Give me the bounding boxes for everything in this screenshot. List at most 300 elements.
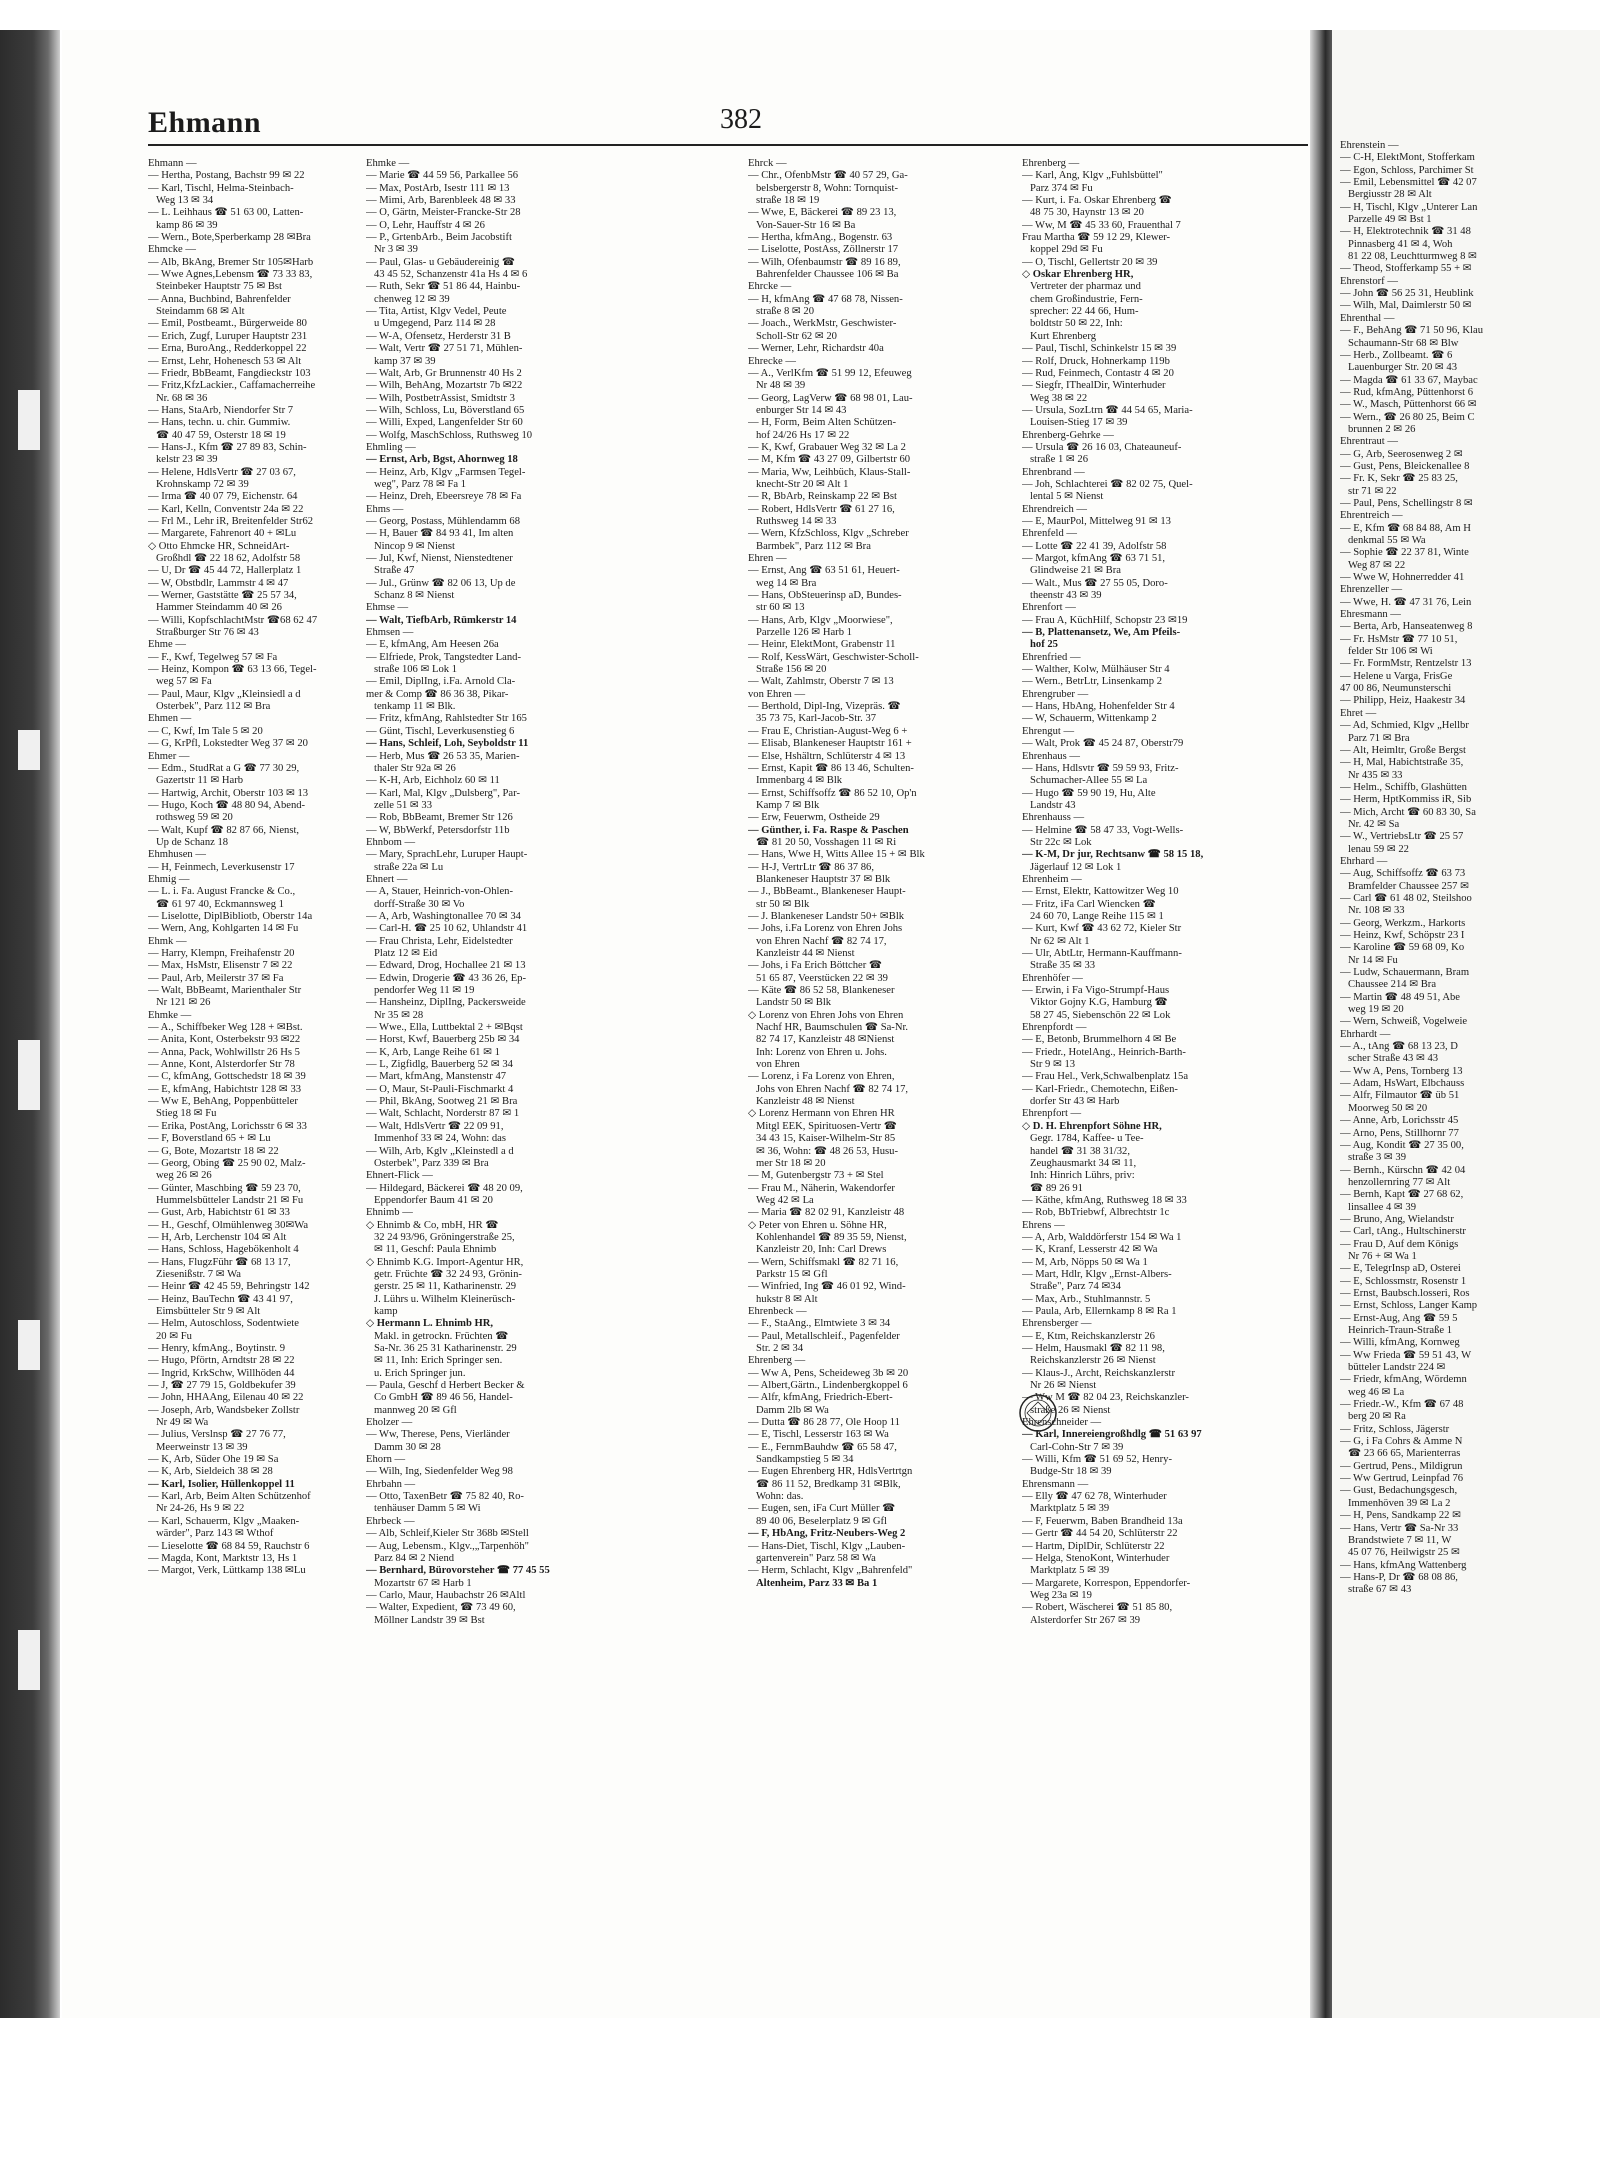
directory-entry-line: Bramfelder Chaussee 257 ✉: [1348, 880, 1469, 892]
directory-entry-line: — Ww M ☎ 82 04 23, Reichskanzler-: [1022, 1392, 1189, 1404]
directory-entry-line: Parz 374 ✉ Fu: [1030, 182, 1093, 194]
directory-entry-line: — Wilh, Arb, Kglv „Kleinstedl a d: [366, 1145, 514, 1157]
directory-entry-line: — Joh, Schlachterei ☎ 82 02 75, Quel-: [1022, 478, 1193, 490]
directory-entry-line: — Günther, i. Fa. Raspe & Paschen: [748, 824, 909, 836]
directory-entry-line: str 71 ✉ 22: [1348, 485, 1397, 497]
directory-entry-line: gerstr. 25 ✉ 11, Katharinenstr. 29: [374, 1281, 517, 1293]
directory-entry-line: — Eugen Ehrenberg HR, HdlsVertrtgn: [748, 1466, 913, 1478]
directory-entry-line: — Anne, Arb, Lorichsstr 45: [1340, 1115, 1459, 1127]
directory-entry-line: — G, Arb, Seerosenweg 2 ✉: [1340, 448, 1463, 460]
directory-entry-line: Ehnbom —: [366, 836, 416, 848]
directory-entry-line: — Philipp, Heiz, Haakestr 34: [1340, 695, 1466, 707]
directory-entry-line: — E, kfmAng, Am Heesen 26a: [366, 639, 499, 651]
directory-entry-line: — Ingrid, KrkSchw, Willhöden 44: [148, 1367, 295, 1379]
directory-entry-line: dorff-Straße 30 ✉ Vo: [374, 898, 465, 910]
directory-entry-line: — Aug, Kondit ☎ 27 35 00,: [1340, 1139, 1464, 1151]
directory-entry-line: hof 24/26 Hs 17 ✉ 22: [756, 429, 850, 441]
directory-entry-line: — Walter, Expedient, ☎ 73 49 60,: [366, 1602, 516, 1614]
directory-entry-line: dorfer Str 43 ✉ Harb: [1030, 1096, 1120, 1108]
directory-entry-line: — Alfr, Filmautor ☎ üb 51: [1340, 1090, 1460, 1102]
directory-entry-line: — Herm, HptKommiss iR, Sib: [1340, 794, 1472, 806]
directory-entry-line: — Wilh, Mal, Daimlerstr 50 ✉: [1340, 300, 1472, 312]
directory-entry-line: von Ehren Nachf ☎ 82 74 17,: [756, 935, 887, 947]
directory-entry-line: — Georg, Werkzm., Harkorts: [1340, 917, 1466, 929]
directory-column-2: [366, 158, 562, 1998]
directory-entry-line: — Walt, Arb, Gr Brunnenstr 40 Hs 2: [366, 367, 522, 379]
directory-entry-line: — Wilh, PostbetrAssist, Smidtstr 3: [366, 392, 515, 404]
directory-entry-line: — Alt, Heimltr, Große Bergst: [1340, 744, 1466, 756]
directory-entry-line: — A, Stauer, Heinrich-von-Ohlen-: [366, 886, 513, 898]
directory-entry-line: Gegr. 1784, Kaffee- u Tee-: [1030, 1133, 1144, 1145]
directory-entry-line: Ehrck —: [748, 158, 787, 169]
directory-entry-line: Weg 87 ✉ 22: [1348, 559, 1406, 571]
directory-entry-line: Steinbeker Hauptstr 75 ✉ Bst: [156, 281, 282, 293]
directory-entry-line: Kanzleistr 20, Inh: Carl Drews: [756, 1244, 887, 1256]
directory-entry-line: Ehrenfried —: [1022, 651, 1081, 663]
directory-entry-line: — Lorenz, i Fa Lorenz von Ehren,: [748, 1071, 895, 1083]
directory-entry-line: ✉ 11, Geschf: Paula Ehnimb: [374, 1244, 497, 1256]
directory-entry-line: — Ursula ☎ 26 16 03, Chateauneuf-: [1022, 441, 1182, 453]
directory-entry-line: — Werner, Gaststätte ☎ 25 57 34,: [148, 590, 297, 602]
directory-entry-line: Nr 3 ✉ 39: [374, 244, 418, 256]
directory-entry-line: — H, Tischl, Klgv „Unterer Lan: [1340, 201, 1478, 213]
directory-entry-line: — Ernst, Ang ☎ 63 51 61, Heuert-: [748, 565, 900, 577]
directory-entry-line: — Carl-H. ☎ 25 10 62, Uhlandstr 41: [366, 923, 528, 935]
directory-entry-line: Frau Martha ☎ 59 12 29, Klewer-: [1022, 232, 1171, 244]
directory-entry-line: — H, Pens, Sandkamp 22 ✉: [1340, 1510, 1461, 1522]
directory-entry-line: Inh: Hinrich Lührs, priv:: [1030, 1170, 1135, 1182]
directory-entry-line: Damm 30 ✉ 28: [374, 1441, 441, 1453]
directory-entry-line: ◇ Ehnimb & Co, mbH, HR ☎: [366, 1219, 499, 1231]
directory-entry-line: 43 45 52, Schanzenstr 41a Hs 4 ✉ 6: [374, 269, 528, 281]
directory-entry-line: — Aug, Schiffsoffz ☎ 63 73: [1340, 868, 1466, 880]
directory-entry-line: — Helmine ☎ 58 47 33, Vogt-Wells-: [1022, 824, 1184, 836]
directory-entry-line: Ehren —: [748, 553, 787, 564]
directory-entry-line: denkmal 55 ✉ Wa: [1348, 535, 1426, 546]
directory-entry-line: Ehrenhöfer —: [1022, 972, 1083, 984]
directory-entry-line: Ehrhard —: [1340, 855, 1388, 867]
scan-bottom-margin: [0, 2018, 1600, 2177]
directory-entry-line: — O, Gärtn, Meister-Francke-Str 28: [366, 207, 521, 219]
directory-entry-line: — Hildegard, Bäckerei ☎ 48 20 09,: [366, 1182, 523, 1194]
directory-entry-line: — Anne, Kont, Alsterdorfer Str 78: [148, 1059, 295, 1071]
directory-entry-line: Nr 14 ✉ Fu: [1348, 954, 1398, 966]
directory-entry-line: — Egon, Schloss, Parchimer St: [1340, 164, 1474, 176]
directory-entry-line: Barmbek", Parz 112 ✉ Bra: [756, 540, 871, 552]
directory-entry-line: Schumacher-Allee 55 ✉ La: [1030, 775, 1148, 787]
directory-entry-line: 24 60 70, Lange Reihe 115 ✉ 1: [1030, 910, 1164, 922]
directory-entry-line: kamp 37 ✉ 39: [374, 355, 436, 367]
directory-entry-line: Parzelle 49 ✉ Bst 1: [1348, 214, 1432, 226]
directory-entry-line: — W, Obstbdlr, Lammstr 4 ✉ 47: [148, 577, 289, 589]
directory-entry-line: Ehrenheim —: [1022, 873, 1082, 885]
directory-entry-line: — Ernst, Schloss, Langer Kamp: [1340, 1300, 1478, 1312]
directory-entry-line: Hummelsbütteler Landstr 21 ✉ Fu: [156, 1194, 304, 1206]
directory-entry-line: — Hans, Wwe H, Witts Allee 15 + ✉ Blk: [748, 849, 925, 861]
directory-entry-line: — Robert, Wäscherei ☎ 51 85 80,: [1022, 1602, 1173, 1614]
directory-entry-line: — Mimi, Arb, Barenbleek 48 ✉ 33: [366, 195, 516, 207]
directory-entry-line: straße 22a ✉ Lu: [374, 861, 444, 873]
directory-entry-line: Straße", Parz 74 ✉34: [1030, 1281, 1121, 1293]
directory-entry-line: — Dutta ☎ 86 28 77, Ole Hoop 11: [748, 1417, 900, 1429]
directory-entry-line: Ehrentreich —: [1340, 510, 1403, 522]
directory-entry-line: 32 24 93/96, Gröningerstraße 25,: [374, 1231, 515, 1243]
directory-entry-line: Parz 71 ✉ Bra: [1348, 732, 1410, 744]
directory-entry-line: — Gertrud, Pens., Mildigrun: [1340, 1460, 1463, 1472]
directory-entry-line: — E, kfmAng, Habichtstr 128 ✉ 33: [148, 1083, 302, 1095]
directory-entry-line: Ehrenberg —: [748, 1355, 806, 1367]
directory-entry-line: Altenheim, Parz 33 ✉ Ba 1: [756, 1577, 878, 1589]
directory-entry-line: Ehmke —: [366, 158, 410, 169]
directory-entry-line: — Walt, HdlsVertr ☎ 22 09 91,: [366, 1120, 504, 1132]
directory-entry-line: — Emil, DiplIng, i.Fa. Arnold Cla-: [366, 676, 516, 688]
directory-entry-line: Landstr 43: [1030, 799, 1076, 811]
directory-entry-line: — Ursula, SozLtrn ☎ 44 54 65, Maria-: [1022, 404, 1193, 416]
directory-entry-line: — Rob, BbTriebwf, Albrechtstr 1c: [1022, 1207, 1170, 1219]
directory-entry-line: ◇ Hermann L. Ehnimb HR,: [366, 1318, 494, 1330]
directory-entry-line: — Ruth, Sekr ☎ 51 86 44, Hainbu-: [366, 281, 521, 293]
directory-entry-line: Blankeneser Hauptstr 37 ✉ Blk: [756, 873, 891, 885]
directory-entry-line: ✉ 11, Inh: Erich Springer sen.: [374, 1355, 503, 1367]
directory-entry-line: — Frl M., Lehr iR, Breitenfelder Str62: [148, 515, 314, 527]
directory-entry-line: — Karl, Innereiengroßhdlg ☎ 51 63 97: [1022, 1429, 1202, 1441]
directory-entry-line: brunnen 2 ✉ 26: [1348, 423, 1416, 435]
directory-entry-line: Schanz 8 ✉ Nienst: [374, 590, 455, 602]
directory-entry-line: — Paula, Arb, Ellernkamp 8 ✉ Ra 1: [1022, 1305, 1177, 1317]
directory-entry-line: — Herm, Schlacht, Klgv „Bahrenfeld": [748, 1565, 913, 1577]
directory-entry-line: — Helm, Hausmakl ☎ 82 11 98,: [1022, 1343, 1165, 1354]
directory-entry-line: — Elfriede, Prok, Tangstedter Land-: [366, 651, 521, 663]
directory-entry-line: — Ludw, Schauermann, Bram: [1340, 967, 1470, 979]
directory-entry-line: — Hugo, Koch ☎ 48 80 94, Abend-: [148, 799, 306, 811]
directory-entry-line: — W, Schauerm, Wittenkamp 2: [1022, 713, 1157, 725]
directory-entry-line: Ehresmann —: [1340, 609, 1401, 621]
directory-entry-line: — Joseph, Arb, Wandsbeker Zollstr: [148, 1404, 300, 1416]
directory-entry-line: Ehorn —: [366, 1454, 406, 1466]
directory-entry-line: — Berthold, Dipl-Ing, Vizepräs. ☎: [748, 701, 901, 713]
directory-entry-line: — Hans, Arb, Klgv „Moorwiese",: [748, 614, 893, 626]
directory-entry-line: Ehrenfort —: [1022, 602, 1076, 614]
directory-entry-line: — Mart, kfmAng, Manstenstr 47: [366, 1071, 507, 1083]
directory-entry-line: — Hans, StaArb, Niendorfer Str 7: [148, 404, 294, 416]
directory-entry-line: — Margot, kfmAng ☎ 63 71 51,: [1022, 553, 1166, 564]
directory-entry-line: knecht-Str 20 ✉ Alt 1: [756, 478, 849, 490]
directory-entry-line: Landstr 50 ✉ Blk: [756, 997, 832, 1009]
directory-entry-line: 51 65 87, Veerstücken 22 ✉ 39: [756, 972, 888, 984]
directory-entry-line: Ehnert —: [366, 873, 408, 885]
directory-entry-line: — Gust, Pens, Bleickenallee 8: [1340, 460, 1470, 472]
directory-entry-line: Vertreter der pharmaz und: [1030, 281, 1141, 293]
directory-entry-line: — Ernst-Aug, Ang ☎ 59 5: [1340, 1312, 1458, 1324]
directory-entry-line: 34 43 15, Kaiser-Wilhelm-Str 85: [756, 1133, 896, 1145]
directory-entry-line: — H-J, VertrLtr ☎ 86 37 86,: [748, 861, 874, 873]
directory-entry-line: — Horst, Kwf, Bauerberg 25b ✉ 34: [366, 1034, 520, 1046]
directory-entry-line: — Wilh, Schloss, Lu, Böverstland 65: [366, 404, 525, 416]
directory-entry-line: — Georg, Obing ☎ 25 90 02, Malz-: [148, 1157, 306, 1169]
directory-entry-line: Pinnasberg 41 ✉ 4, Woh: [1348, 238, 1453, 250]
directory-entry-line: Ehrens —: [1022, 1219, 1065, 1231]
directory-entry-line: Ehret —: [1340, 707, 1377, 719]
directory-entry-line: — Heinr, ElektMont, Grabenstr 11: [748, 639, 896, 651]
directory-entry-line: — L. i. Fa. August Francke & Co.,: [148, 886, 296, 898]
directory-entry-line: Ehrenstein —: [1340, 140, 1399, 151]
directory-entry-line: mer Str 18 ✉ 20: [756, 1157, 826, 1169]
directory-entry-line: — Max, Arb., Stuhlmannstr. 5: [1022, 1293, 1151, 1305]
directory-entry-line: — John, HHAAng, Eilenau 40 ✉ 22: [148, 1392, 304, 1404]
directory-entry-line: theenstr 43 ✉ 39: [1030, 590, 1102, 602]
directory-entry-line: Ehms —: [366, 503, 404, 515]
directory-entry-line: — Else, Hshältrn, Schlüterstr 4 ✉ 13: [748, 750, 906, 762]
directory-entry-line: — Hans, Hdlsvtr ☎ 59 59 93, Fritz-: [1022, 762, 1179, 774]
directory-entry-line: hukstr 8 ✉ Alt: [756, 1293, 818, 1305]
directory-entry-line: Ruthsweg 14 ✉ 33: [756, 515, 837, 527]
directory-entry-line: — Käthe, kfmAng, Ruthsweg 18 ✉ 33: [1022, 1194, 1187, 1206]
directory-entry-line: 48 75 30, Haynstr 13 ✉ 20: [1030, 207, 1144, 219]
directory-entry-line: Carl-Cohn-Str 7 ✉ 39: [1030, 1441, 1124, 1453]
directory-entry-line: Ehrenfeld —: [1022, 528, 1078, 540]
directory-entry-line: — Helga, StenoKont, Winterhuder: [1022, 1552, 1170, 1564]
directory-entry-line: ☎ 81 20 50, Vosshagen 11 ✉ Ri: [756, 836, 897, 848]
directory-entry-line: Ehmer —: [148, 750, 190, 762]
scan-top-margin: [0, 0, 1600, 30]
directory-entry-line: — Martin ☎ 48 49 51, Abe: [1340, 991, 1461, 1003]
directory-entry-line: Stieg 18 ✉ Fu: [156, 1108, 217, 1120]
directory-entry-line: — Erna, BuroAng., Redderkoppel 22: [148, 343, 307, 355]
directory-entry-line: Str 9 ✉ 13: [1030, 1059, 1076, 1071]
directory-entry-line: Kanzleistr 48 ✉ Nienst: [756, 1096, 855, 1108]
directory-entry-line: — Emil, Postbeamt., Bürgerweide 80: [148, 318, 307, 330]
directory-entry-line: — Willi, Exped, Langenfelder Str 60: [366, 417, 523, 429]
directory-entry-line: — Walt, Vertr ☎ 27 51 71, Mühlen-: [366, 343, 523, 355]
directory-entry-line: — Walt., Mus ☎ 27 55 05, Doro-: [1022, 577, 1168, 589]
directory-entry-line: lental 5 ✉ Nienst: [1030, 491, 1104, 503]
directory-entry-line: — Günt, Tischl, Leverkusenstieg 6: [366, 725, 515, 737]
directory-entry-line: — Margot, Verk, Lüttkamp 138 ✉Lu: [148, 1565, 306, 1577]
directory-entry-line: — Fr. FormMstr, Rentzelstr 13: [1340, 658, 1472, 670]
directory-entry-line: Nr. 42 ✉ Sa: [1348, 818, 1400, 830]
directory-entry-line: — Erika, PostAng, Lorichsstr 6 ✉ 33: [148, 1120, 307, 1132]
directory-entry-line: — Mary, SprachLehr, Luruper Haupt-: [366, 849, 528, 861]
directory-entry-line: Meerweinstr 13 ✉ 39: [156, 1441, 248, 1453]
directory-entry-line: — Frau M., Näherin, Wakendorfer: [748, 1182, 895, 1194]
directory-entry-line: — E, Tischl, Lesserstr 163 ✉ Wa: [748, 1429, 889, 1441]
directory-entry-line: Nr 26 ✉ Nienst: [1030, 1380, 1097, 1392]
directory-entry-line: — Paul, Pens, Schellingstr 8 ✉: [1340, 497, 1473, 509]
directory-entry-line: — Magda ☎ 61 33 67, Maybac: [1340, 374, 1478, 386]
directory-entry-line: — Wwe, E, Bäckerei ☎ 89 23 13,: [748, 207, 897, 219]
directory-entry-line: ☎ 61 97 40, Eckmannsweg 1: [156, 898, 284, 910]
directory-entry-line: straße 8 ✉ 20: [756, 306, 815, 318]
directory-entry-line: Parz 84 ✉ 2 Niend: [374, 1552, 455, 1564]
directory-entry-line: ◇ Oskar Ehrenberg HR,: [1022, 269, 1134, 281]
directory-entry-line: — Wern., ☎ 26 80 25, Beim C: [1340, 411, 1475, 423]
directory-entry-line: — Ernst, Elektr, Kattowitzer Weg 10: [1022, 886, 1179, 898]
directory-entry-line: Mozartstr 67 ✉ Harb 1: [374, 1577, 472, 1589]
directory-entry-line: Mitgl EEK, Spirituosen-Vertr ☎: [756, 1120, 897, 1132]
directory-entry-line: Straße 47: [374, 565, 415, 577]
directory-entry-line: — Wolfg, MaschSchloss, Ruthsweg 10: [366, 429, 533, 441]
directory-entry-line: Bergiusstr 28 ✉ Alt: [1348, 189, 1432, 201]
directory-entry-line: — Bruno, Ang, Wielandstr: [1340, 1213, 1454, 1225]
directory-entry-line: — Wwe Agnes,Lebensm ☎ 73 33 83,: [148, 269, 313, 281]
directory-entry-line: Osterbek", Parz 339 ✉ Bra: [374, 1157, 489, 1169]
directory-entry-line: straße 3 ✉ 39: [1348, 1152, 1407, 1164]
directory-entry-line: — Anna, Buchbind, Bahrenfelder: [148, 293, 291, 305]
directory-entry-line: — Jul, Kwf, Nienst, Nienstedtener: [366, 553, 513, 564]
directory-entry-line: — Karl, Kelln, Conventstr 24a ✉ 22: [148, 503, 304, 515]
directory-entry-line: Eppendorfer Baum 41 ✉ 20: [374, 1194, 493, 1206]
directory-entry-line: — Max, HsMstr, Elisenstr 7 ✉ 22: [148, 960, 293, 972]
directory-entry-line: weg 14 ✉ Bra: [756, 577, 817, 589]
directory-entry-line: scher Straße 43 ✉ 43: [1348, 1053, 1439, 1065]
directory-entry-line: — Heinz, Kwf, Schöpstr 23 I: [1340, 930, 1465, 941]
directory-entry-line: straße 67 ✉ 43: [1348, 1584, 1412, 1596]
directory-entry-line: Nr. 108 ✉ 33: [1348, 905, 1405, 917]
directory-entry-line: Ehrecke —: [748, 355, 796, 367]
directory-entry-line: Nr 435 ✉ 33: [1348, 769, 1403, 781]
directory-entry-line: kamp 86 ✉ 39: [156, 219, 218, 231]
directory-entry-line: — Liselotte, PostAss, Zöllnerstr 17: [748, 244, 899, 256]
directory-entry-line: — Johs, i.Fa Lorenz von Ehren Johs: [748, 923, 903, 935]
directory-entry-line: Weg 13 ✉ 34: [156, 195, 214, 207]
directory-entry-line: Ehmsen —: [366, 627, 414, 639]
directory-entry-line: — C-H, ElektMont, Stofferkam: [1340, 152, 1475, 164]
directory-entry-line: mer & Comp ☎ 86 36 38, Pikar-: [366, 688, 509, 700]
directory-entry-line: — Ww, M ☎ 45 33 60, Frauenthal 7: [1022, 219, 1181, 231]
directory-entry-line: — Gust, Arb, Habichtstr 61 ✉ 33: [148, 1207, 290, 1219]
directory-entry-line: — Käte ☎ 86 52 58, Blankeneser: [748, 985, 895, 997]
directory-entry-line: — Ernst, Kapit ☎ 86 13 46, Schulten-: [748, 762, 914, 774]
directory-entry-line: 89 40 06, Beselerplatz 9 ✉ Gfl: [756, 1515, 887, 1527]
directory-entry-line: — Friedr, BbBeamt, Fangdieckstr 103: [148, 367, 311, 379]
directory-entry-line: ☎ 40 47 59, Osterstr 18 ✉ 19: [156, 429, 286, 441]
directory-entry-line: Ehrenbeck —: [748, 1305, 807, 1317]
directory-entry-line: Sa-Nr. 36 25 31 Katharinenstr. 29: [374, 1343, 517, 1354]
directory-entry-line: Ehrenschneider —: [1022, 1417, 1102, 1429]
directory-entry-line: — G, Bote, Mozartstr 18 ✉ 22: [148, 1145, 279, 1157]
directory-entry-line: — Wwe, H. ☎ 47 31 76, Lein: [1340, 596, 1472, 608]
directory-entry-line: — Werner, Lehr, Richardstr 40a: [748, 343, 884, 355]
directory-entry-line: — Henry, kfmAng., Boytinstr. 9: [148, 1343, 286, 1354]
directory-entry-line: enburger Str 14 ✉ 43: [756, 404, 847, 416]
directory-entry-line: — Bernh, Kapt ☎ 27 68 62,: [1340, 1189, 1464, 1201]
directory-entry-line: Ehme —: [148, 639, 186, 651]
directory-entry-line: — U, Dr ☎ 45 44 72, Hallerplatz 1: [148, 565, 302, 577]
directory-entry-line: — Hans-P, Dr ☎ 68 08 86,: [1340, 1571, 1458, 1583]
directory-entry-line: — K, Kranf, Lesserstr 42 ✉ Wa: [1022, 1244, 1158, 1256]
directory-entry-line: — W, BbWerkf, Petersdorfstr 11b: [366, 824, 510, 836]
directory-entry-line: weg 26 ✉ 26: [156, 1170, 212, 1182]
directory-entry-line: — Wern, Schiffsmakl ☎ 82 71 16,: [748, 1256, 899, 1268]
directory-entry-line: — Rolf, KessWärt, Geschwister-Scholl-: [748, 651, 919, 663]
directory-entry-line: — B, Plattenansetz, We, Am Pfeils-: [1022, 627, 1181, 639]
directory-entry-line: ☎ 86 11 52, Bredkamp 31 ✉Blk,: [756, 1478, 901, 1490]
directory-entry-line: — Jul., Grünw ☎ 82 06 13, Up de: [366, 577, 516, 589]
directory-entry-line: Wohn: das.: [756, 1491, 804, 1503]
directory-entry-line: 47 00 86, Neumunsterschi: [1340, 683, 1452, 695]
directory-entry-line: — K, Arb, Sieldeich 38 ✉ 28: [148, 1466, 273, 1478]
directory-entry-line: Straßburger Str 76 ✉ 43: [156, 627, 259, 639]
directory-entry-line: — Emil, Lebensmittel ☎ 42 07: [1340, 177, 1477, 189]
directory-entry-line: weg 46 ✉ La: [1348, 1386, 1405, 1398]
directory-entry-line: Louisen-Stieg 17 ✉ 39: [1030, 417, 1128, 429]
directory-entry-line: — Edwin, Drogerie ☎ 43 36 26, Ep-: [366, 972, 527, 984]
scan-edge-mark: [18, 1040, 40, 1110]
directory-entry-line: — F, Feuerwm, Baben Brandheid 13a: [1022, 1515, 1183, 1527]
directory-entry-line: — H, Form, Beim Alten Schützen-: [748, 417, 897, 429]
directory-entry-line: — Helene, HdlsVertr ☎ 27 03 67,: [148, 466, 296, 478]
directory-entry-line: — Paula, Geschf d Herbert Becker &: [366, 1380, 525, 1392]
directory-entry-line: von Ehren —: [748, 688, 806, 700]
directory-entry-line: — Heinr ☎ 42 45 59, Behringstr 142: [148, 1281, 310, 1293]
directory-entry-line: — Heinz, BauTechn ☎ 43 41 97,: [148, 1293, 293, 1305]
directory-entry-line: 45 07 76, Heilwigstr 25 ✉: [1348, 1547, 1460, 1559]
directory-entry-line: — Fritz, Schloss, Jägerstr: [1340, 1423, 1450, 1435]
directory-entry-line: — J, ☎ 27 79 15, Goldbekufer 39: [148, 1380, 296, 1392]
directory-entry-line: — Willi, kfmAng, Kornweg: [1340, 1337, 1460, 1349]
directory-entry-line: — Walt, Kupf ☎ 82 87 66, Nienst,: [148, 824, 300, 836]
directory-entry-line: kelstr 23 ✉ 39: [156, 454, 218, 466]
directory-entry-line: — M, Gutenbergstr 73 + ✉ Stel: [748, 1170, 884, 1182]
directory-entry-line: — Karl, Isolier, Hüllenkoppel 11: [148, 1478, 295, 1490]
directory-entry-line: Inh: Lorenz von Ehren u. Johs.: [756, 1046, 887, 1058]
directory-entry-line: — Frau E, Christian-August-Weg 6 +: [748, 725, 908, 737]
directory-entry-line: — Hartwig, Archit, Oberstr 103 ✉ 13: [148, 787, 309, 799]
directory-entry-line: Eimsbütteler Str 9 ✉ Alt: [156, 1305, 261, 1317]
directory-entry-line: — F, HbAng, Fritz-Neubers-Weg 2: [748, 1528, 906, 1540]
directory-entry-line: — Walt, Schlacht, Norderstr 87 ✉ 1: [366, 1108, 520, 1120]
directory-entry-line: — J., BbBeamt., Blankeneser Haupt-: [748, 886, 906, 898]
directory-entry-line: ◇ Ehnimb K.G. Import-Agentur HR,: [366, 1256, 524, 1268]
directory-entry-line: — Irma ☎ 40 07 79, Eichenstr. 64: [148, 491, 298, 503]
directory-entry-line: — Rob, BbBeamt, Bremer Str 126: [366, 812, 513, 824]
directory-column-3: [748, 158, 944, 1998]
directory-entry-line: Möllner Landstr 39 ✉ Bst: [374, 1614, 485, 1626]
directory-entry-line: — Elisab, Blankeneser Hauptstr 161 +: [748, 738, 912, 750]
directory-entry-line: — Karl, Tischl, Helma-Steinbach-: [148, 182, 294, 194]
directory-entry-line: — Willi, Kfm ☎ 51 69 52, Henry-: [1022, 1454, 1172, 1466]
directory-entry-line: 58 27 45, Siebenschön 22 ✉ Lok: [1030, 1009, 1171, 1021]
directory-entry-line: Ehrcke —: [748, 281, 792, 293]
directory-entry-line: — O, Tischl, Gellertstr 20 ✉ 39: [1022, 256, 1158, 268]
book-binding-gutter: [1310, 30, 1332, 2020]
directory-entry-line: — Herb, Mus ☎ 26 53 35, Marien-: [366, 750, 520, 762]
directory-entry-line: 82 74 17, Kanzleistr 48 ✉Nienst: [756, 1034, 895, 1046]
directory-entry-line: — Heinz, Arb, Klgv „Farmsen Tegel-: [366, 466, 526, 478]
directory-entry-line: — Ulr, AbtLtr, Hermann-Kauffmann-: [1022, 948, 1182, 959]
directory-entry-line: — Willi, KopfschlachtMstr ☎68 62 47: [148, 614, 318, 626]
directory-entry-line: — Margarete, Korrespon, Eppendorfer-: [1022, 1577, 1191, 1589]
directory-entry-line: — Ernst, Arb, Bgst, Ahornweg 18: [366, 454, 518, 466]
directory-entry-line: Ehmen —: [148, 713, 192, 725]
directory-entry-line: — Fritz,KfzLackier., Caffamacherreihe: [148, 380, 316, 392]
scan-left-edge: [0, 30, 60, 2020]
directory-entry-line: — Wilh, Ing, Siedenfelder Weg 98: [366, 1466, 513, 1478]
firm-seal-emblem: [1018, 1393, 1058, 1433]
directory-entry-line: pendorfer Weg 11 ✉ 19: [374, 985, 475, 997]
directory-entry-line: — L. Leihhaus ☎ 51 63 00, Latten-: [148, 207, 304, 219]
directory-entry-line: — Arno, Pens, Stillhornr 77: [1340, 1127, 1459, 1139]
directory-entry-line: Ehmann —: [148, 158, 197, 169]
directory-entry-line: — Wern, Schweiß, Vogelweie: [1340, 1016, 1468, 1028]
directory-entry-line: — Elly ☎ 47 62 78, Winterhuder: [1022, 1491, 1167, 1503]
directory-entry-line: — E., FernmBauhdw ☎ 65 58 47,: [748, 1441, 897, 1453]
directory-entry-line: — Paul, Metallschleif., Pagenfelder: [748, 1330, 900, 1342]
directory-entry-line: Nincop 9 ✉ Nienst: [374, 540, 455, 552]
directory-entry-line: straße 106 ✉ Lok 1: [374, 664, 458, 676]
directory-entry-line: — Hans, FlugzFühr ☎ 68 13 17,: [148, 1256, 291, 1268]
directory-entry-line: — Carl, tAng., Hultschinerstr: [1340, 1226, 1466, 1238]
